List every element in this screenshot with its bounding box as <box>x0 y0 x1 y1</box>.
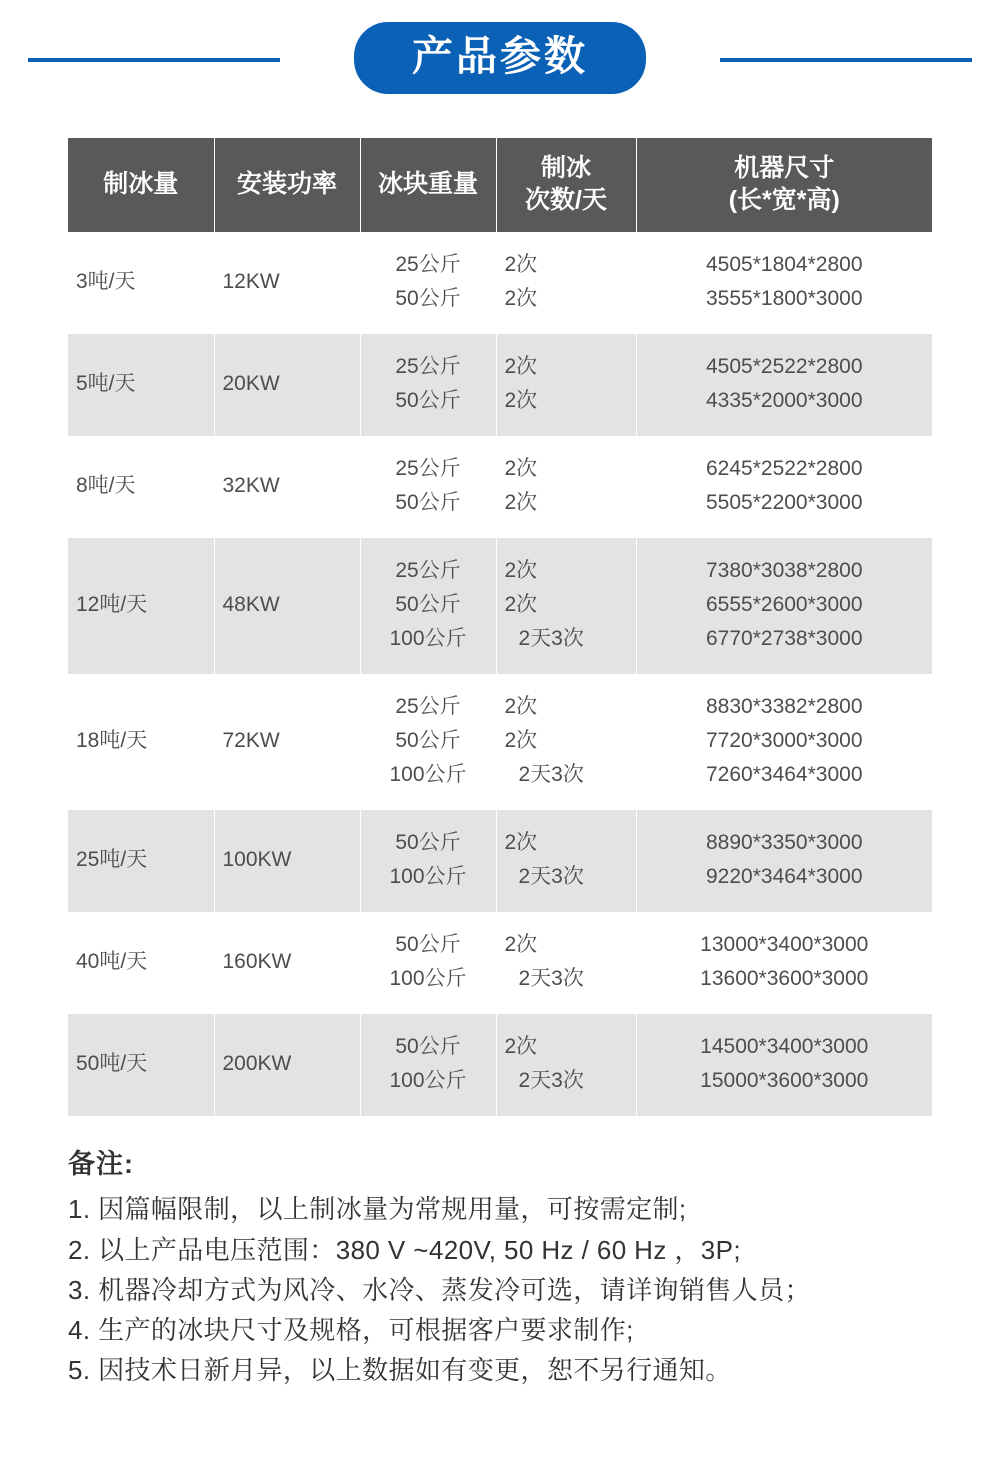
notes-section <box>68 1142 948 1390</box>
page-header <box>0 0 1000 116</box>
cell-block-weight-line: 100公斤 <box>389 627 467 651</box>
cell-machine-size-line: 8890*3350*3000 <box>706 831 863 855</box>
column-header-block-weight: 冰块重量 <box>360 138 496 232</box>
note-item: 5. 因技术日新月异，以上数据如有变更，恕不另行通知。 <box>68 1355 732 1386</box>
table-header-row <box>68 138 932 232</box>
cell-power: 72KW <box>214 674 360 810</box>
cell-times-per-day-line: 2天3次 <box>518 1069 584 1093</box>
cell-block-weight <box>360 232 496 334</box>
notes-title: 备注: <box>68 1149 134 1180</box>
cell-times-per-day <box>496 912 636 1014</box>
cell-times-per-day-line: 2次 <box>504 355 538 379</box>
cell-block-weight <box>360 436 496 538</box>
cell-power: 20KW <box>214 334 360 436</box>
column-header-times-line2: 次数/天 <box>525 186 607 214</box>
cell-times-per-day-line: 2次 <box>504 253 538 276</box>
cell-machine-size-line: 3555*1800*3000 <box>706 287 863 311</box>
cell-block-weight-line: 25公斤 <box>395 253 461 276</box>
cell-machine-size-line: 4505*2522*2800 <box>706 355 863 379</box>
cell-times-per-day-line: 2次 <box>504 559 538 583</box>
cell-machine-size-line: 6555*2600*3000 <box>706 593 863 617</box>
cell-machine-size-line: 9220*3464*3000 <box>706 865 863 889</box>
cell-block-weight-line: 25公斤 <box>395 559 461 583</box>
column-header-machine-size <box>636 138 932 232</box>
cell-times-per-day-line: 2天3次 <box>518 627 584 651</box>
cell-block-weight <box>360 538 496 674</box>
cell-block-weight <box>360 1014 496 1116</box>
spec-table <box>68 138 932 1116</box>
cell-block-weight-line: 50公斤 <box>395 729 461 753</box>
cell-machine-size-line: 13000*3400*3000 <box>700 933 869 957</box>
cell-capacity: 5吨/天 <box>68 334 214 436</box>
page-title: 产品参数 <box>354 22 646 94</box>
cell-machine-size <box>636 1014 932 1116</box>
cell-machine-size <box>636 674 932 810</box>
cell-block-weight-line: 25公斤 <box>395 695 461 719</box>
cell-machine-size-line: 5505*2200*3000 <box>706 491 863 515</box>
cell-block-weight-line: 50公斤 <box>395 389 461 413</box>
cell-times-per-day-line: 2次 <box>504 1035 538 1059</box>
cell-machine-size-line: 13600*3600*3000 <box>700 967 869 991</box>
column-header-size-line1: 机器尺寸 <box>734 154 835 182</box>
cell-machine-size-line: 6245*2522*2800 <box>706 457 863 481</box>
column-header-times-line1: 制冰 <box>540 154 591 182</box>
column-header-power: 安装功率 <box>214 138 360 232</box>
table-row <box>68 334 932 436</box>
cell-capacity: 12吨/天 <box>68 538 214 674</box>
cell-block-weight-line: 100公斤 <box>389 967 467 991</box>
table-row <box>68 674 932 810</box>
cell-power: 160KW <box>214 912 360 1014</box>
column-header-capacity: 制冰量 <box>68 138 214 232</box>
cell-times-per-day-line: 2次 <box>504 457 538 481</box>
note-item: 1. 因篇幅限制，以上制冰量为常规用量，可按需定制; <box>68 1194 687 1225</box>
cell-times-per-day <box>496 674 636 810</box>
cell-machine-size <box>636 334 932 436</box>
table-row <box>68 436 932 538</box>
cell-capacity: 40吨/天 <box>68 912 214 1014</box>
cell-times-per-day <box>496 1014 636 1116</box>
cell-times-per-day <box>496 436 636 538</box>
cell-times-per-day-line: 2次 <box>504 389 538 413</box>
spec-table-body <box>68 232 932 1116</box>
cell-machine-size <box>636 912 932 1014</box>
cell-machine-size-line: 7260*3464*3000 <box>706 763 863 787</box>
cell-machine-size <box>636 810 932 912</box>
cell-times-per-day-line: 2次 <box>504 593 538 617</box>
column-header-size-line2: (长*宽*高) <box>728 186 840 214</box>
cell-block-weight-line: 50公斤 <box>395 831 461 855</box>
cell-capacity: 18吨/天 <box>68 674 214 810</box>
cell-block-weight <box>360 810 496 912</box>
table-row <box>68 810 932 912</box>
cell-power: 32KW <box>214 436 360 538</box>
notes-list <box>68 1189 948 1390</box>
cell-machine-size <box>636 538 932 674</box>
cell-block-weight-line: 100公斤 <box>389 763 467 787</box>
cell-capacity: 50吨/天 <box>68 1014 214 1116</box>
cell-machine-size-line: 15000*3600*3000 <box>700 1069 869 1093</box>
note-item: 3. 机器冷却方式为风冷、水冷、蒸发冷可选，请详询销售人员； <box>68 1274 811 1305</box>
cell-capacity: 3吨/天 <box>68 232 214 334</box>
cell-machine-size-line: 8830*3382*2800 <box>706 695 863 719</box>
table-row <box>68 912 932 1014</box>
cell-block-weight <box>360 674 496 810</box>
spec-table-header <box>68 138 932 232</box>
cell-power: 12KW <box>214 232 360 334</box>
cell-machine-size-line: 4505*1804*2800 <box>706 253 863 276</box>
note-item: 2. 以上产品电压范围：380 V ~420V, 50 Hz / 60 Hz ，3P; <box>68 1234 742 1265</box>
cell-times-per-day-line: 2次 <box>504 287 538 311</box>
cell-block-weight-line: 50公斤 <box>395 593 461 617</box>
cell-block-weight-line: 50公斤 <box>395 1035 461 1059</box>
cell-times-per-day <box>496 538 636 674</box>
cell-machine-size-line: 6770*2738*3000 <box>706 627 863 651</box>
column-header-times-per-day <box>496 138 636 232</box>
cell-times-per-day-line: 2次 <box>504 695 538 719</box>
cell-block-weight <box>360 912 496 1014</box>
table-row <box>68 538 932 674</box>
cell-capacity: 8吨/天 <box>68 436 214 538</box>
cell-times-per-day-line: 2次 <box>504 933 538 957</box>
header-rule-right <box>720 58 972 62</box>
cell-power: 48KW <box>214 538 360 674</box>
cell-machine-size-line: 7720*3000*3000 <box>706 729 863 753</box>
cell-times-per-day <box>496 232 636 334</box>
table-row <box>68 232 932 334</box>
cell-block-weight-line: 25公斤 <box>395 355 461 379</box>
cell-times-per-day <box>496 334 636 436</box>
cell-times-per-day-line: 2天3次 <box>518 967 584 991</box>
cell-times-per-day-line: 2次 <box>504 831 538 855</box>
cell-block-weight-line: 50公斤 <box>395 933 461 957</box>
table-row <box>68 1014 932 1116</box>
cell-block-weight-line: 25公斤 <box>395 457 461 481</box>
cell-block-weight-line: 50公斤 <box>395 287 461 311</box>
cell-block-weight-line: 50公斤 <box>395 491 461 515</box>
note-item: 4. 生产的冰块尺寸及规格，可根据客户要求制作; <box>68 1315 634 1346</box>
cell-machine-size <box>636 232 932 334</box>
cell-machine-size <box>636 436 932 538</box>
cell-times-per-day-line: 2天3次 <box>518 865 584 889</box>
cell-power: 200KW <box>214 1014 360 1116</box>
cell-machine-size-line: 7380*3038*2800 <box>706 559 863 583</box>
cell-times-per-day <box>496 810 636 912</box>
header-rule-left <box>28 58 280 62</box>
cell-block-weight-line: 100公斤 <box>389 1069 467 1093</box>
cell-times-per-day-line: 2次 <box>504 729 538 753</box>
cell-machine-size-line: 4335*2000*3000 <box>706 389 863 413</box>
cell-times-per-day-line: 2天3次 <box>518 763 584 787</box>
spec-table-wrapper <box>68 138 932 1116</box>
cell-times-per-day-line: 2次 <box>504 491 538 515</box>
cell-capacity: 25吨/天 <box>68 810 214 912</box>
cell-power: 100KW <box>214 810 360 912</box>
cell-block-weight-line: 100公斤 <box>389 865 467 889</box>
cell-machine-size-line: 14500*3400*3000 <box>700 1035 869 1059</box>
cell-block-weight <box>360 334 496 436</box>
